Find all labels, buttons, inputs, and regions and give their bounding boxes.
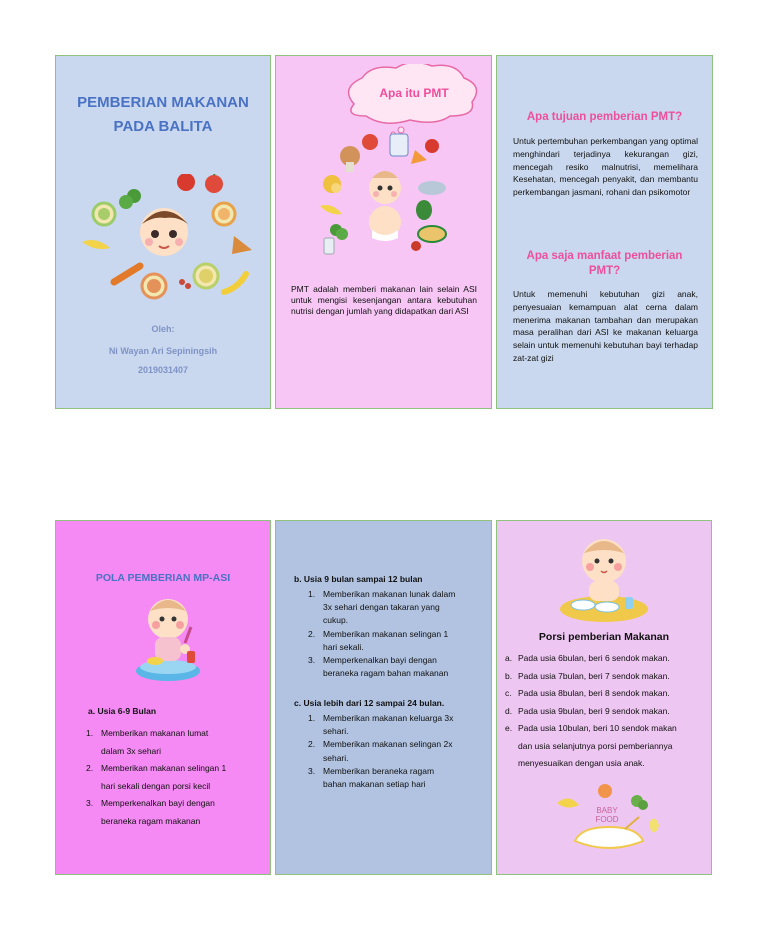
pola-item-a2-cont: hari sekali dengan porsi kecil [101, 780, 211, 791]
usia-list-c [308, 712, 488, 791]
pola-panel [55, 520, 271, 875]
pola-section-a: a. Usia 6-9 Bulan [88, 706, 157, 716]
usia-item-c2-cont: sehari. [323, 752, 349, 763]
cover-author: Ni Wayan Ari Sepiningsih [108, 346, 218, 356]
usia-item-b3-cont: beraneka ragam bahan makanan [323, 668, 449, 679]
pola-title: POLA PEMBERIAN MP-ASI [95, 572, 231, 584]
porsi-list [505, 650, 710, 773]
usia-item-b2: 2. Memberikan makanan selingan 1 [308, 628, 449, 639]
usia-item-c2: 2. Memberikan makanan selingan 2x [308, 739, 453, 750]
usia-list-b [308, 588, 488, 680]
usia-panel [275, 520, 492, 875]
baby-food-label-2: FOOD [595, 815, 619, 824]
usia-item-b2-cont: hari sekali. [323, 641, 364, 652]
usia-item-c3: 3. Memberikan beraneka ragam [308, 765, 435, 776]
baby-eating-icon [133, 591, 203, 686]
pola-item-a1: 1. Memberikan makanan lumat [86, 728, 209, 738]
usia-item-c1: 1. Memberikan makanan keluarga 3x [308, 713, 454, 723]
usia-section-c: c. Usia lebih dari 12 sampai 24 bulan. [294, 698, 445, 708]
baby-food-ring-icon [74, 174, 254, 304]
pola-item-a2: 2. Memberikan makanan selingan 1 [86, 763, 227, 773]
cover-title-line1: PEMBERIAN MAKANAN [77, 94, 249, 111]
usia-item-b1-cont2: 3x sehari dengan takaran yang [323, 602, 440, 613]
what-body: PMT adalah memberi makanan lain selain ASI untuk mengisi kesenjangan antara kebutuhan nutrisi dengan jumlah yang didapatkan dari ASI [291, 284, 477, 316]
porsi-item-a: a. Pada usia 6bulan, beri 6 sendok makan. [505, 653, 670, 663]
pola-item-a3: 3. Memperkenalkan bayi dengan [86, 798, 215, 808]
what-is-pmt-panel [275, 55, 492, 409]
porsi-title: Porsi pemberian Makanan [538, 631, 670, 643]
usia-item-b3: 3. Memperkenalkan bayi dengan [308, 655, 437, 666]
purpose-q1: Apa tujuan pemberian PMT? [526, 111, 683, 123]
porsi-item-b: b. Pada usia 7bulan, beri 7 sendok makan. [505, 670, 670, 681]
cover-oleh: Oleh: [151, 324, 175, 334]
what-bubble-text: Apa itu PMT [379, 86, 449, 100]
porsi-panel [496, 520, 712, 875]
usia-item-b1-cont3: cukup. [323, 615, 349, 626]
baby-with-bowls-icon [559, 533, 649, 625]
pola-item-a1-cont: dalam 3x sehari [101, 745, 162, 756]
usia-item-c3-cont: bahan makanan setiap hari [323, 779, 426, 790]
porsi-item-d: d. Pada usia 9bulan, beri 9 sendok makan. [505, 705, 670, 716]
pola-item-a3-cont: beraneka ragam makanan [101, 815, 201, 826]
porsi-cont-2: menyesuaikan dengan usia anak. [518, 758, 645, 768]
purpose-a2: Untuk memenuhi kebutuhan gizi anak, penyesuaian kemampuan alat cerna dalam menerima makanan tambahan dan merupakan masa peralihan dari ASI ke makanan keluarga selain untuk memenuhi kebutuhan bayi terhadap zat-zat gizi [513, 289, 698, 363]
purpose-a1: Untuk pertembuhan perkembangan yang optimal menghindari terjadinya kekurangan gizi, mencegah resiko malnutrisi, memelihara Kesehatan, mencegah penyakit, dan membantu perkembangan jasmani, rohani dan psikomotor [513, 136, 698, 198]
porsi-cont-1: dan usia selanjutnya porsi pemberiannya [518, 740, 673, 751]
purpose-panel [496, 55, 713, 409]
usia-section-b: b. Usia 9 bulan sampai 12 bulan [294, 574, 423, 584]
purpose-q2-line1: Apa saja manfaat pemberian [526, 250, 683, 262]
porsi-item-e: e. Pada usia 10bulan, beri 10 sendok makan [505, 723, 677, 733]
porsi-item-c: c. Pada usia 8bulan, beri 8 sendok makan. [505, 688, 670, 698]
usia-item-b1: 1. Memberikan makanan lunak dalam [308, 589, 456, 599]
usia-item-c1-cont: sehari. [323, 726, 349, 737]
baby-food-bowl-icon [555, 783, 665, 853]
baby-food-label-1: BABY [596, 806, 618, 815]
cover-panel [55, 55, 271, 409]
cover-title-line2: PADA BALITA [113, 118, 213, 135]
cover-nim: 2019031407 [137, 365, 189, 375]
baby-with-food-circle-icon [320, 126, 450, 256]
purpose-q2-line2: PMT? [588, 265, 621, 277]
pola-list-a [86, 725, 266, 830]
